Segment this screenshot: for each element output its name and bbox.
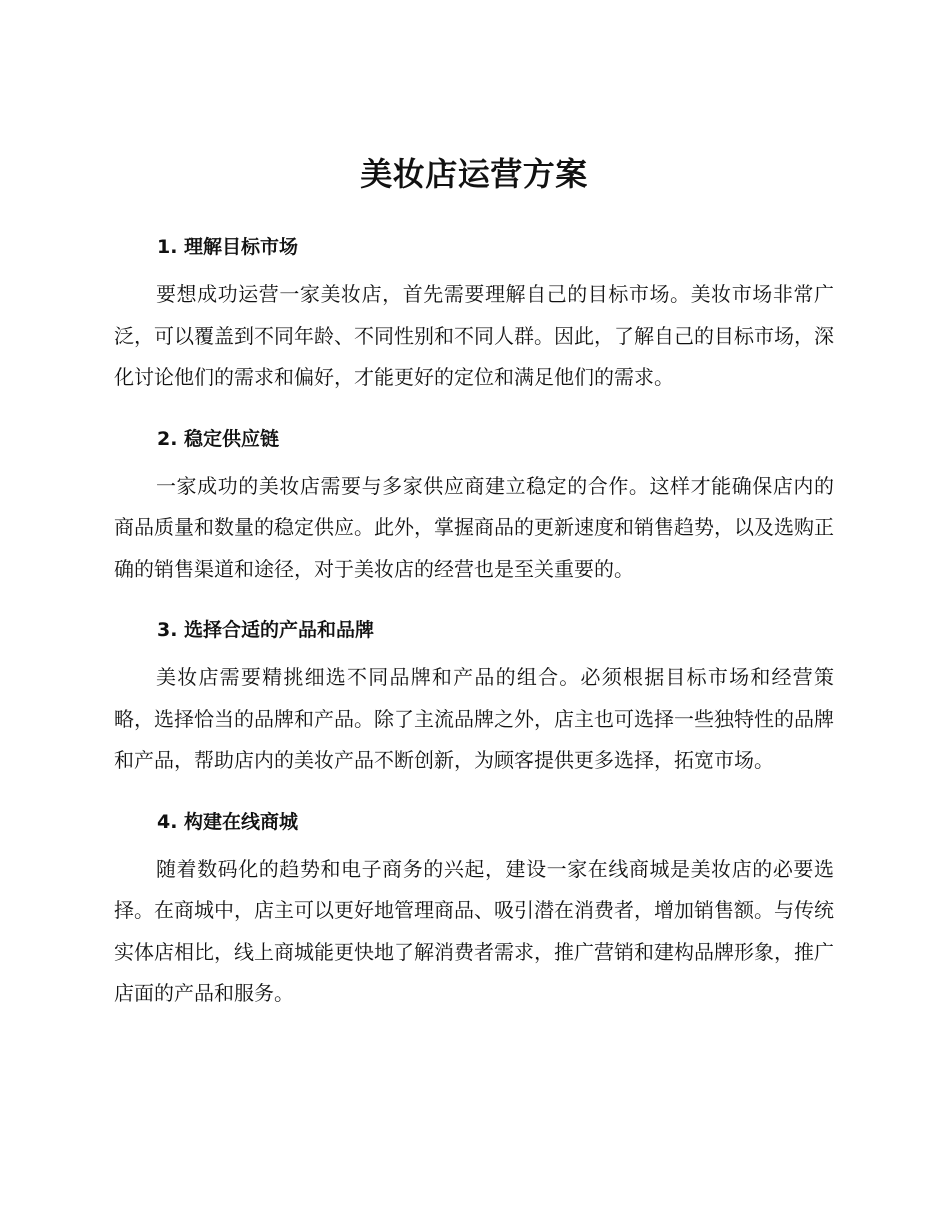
section-paragraph: 一家成功的美妆店需要与多家供应商建立稳定的合作。这样才能确保店内的商品质量和数量的稳定供应。此外，掌握商品的更新速度和销售趋势，以及选购正确的销售渠道和途径，对于美妆店的经营也是至关重要的。 (114, 473, 834, 581)
section-heading: 3. 选择合适的产品和品牌 (157, 619, 375, 641)
section-online-store (114, 804, 834, 1015)
section-paragraph: 要想成功运营一家美妆店，首先需要理解自己的目标市场。美妆市场非常广泛，可以覆盖到不同年龄、不同性别和不同人群。因此，了解自己的目标市场，深化讨论他们的需求和偏好，才能更好的定位和满足他们的需求。 (114, 282, 834, 389)
page-title: 美妆店运营方案 (360, 155, 588, 193)
section-paragraph: 随着数码化的趋势和电子商务的兴起，建设一家在线商城是美妆店的必要选择。在商城中，店主可以更好地管理商品、吸引潜在消费者，增加销售额。与传统实体店相比，线上商城能更快地了解消费者需求，推广营销和建构品牌形象，推广店面的产品和服务。 (114, 856, 834, 1005)
section-products-brands (114, 612, 834, 782)
section-paragraph: 美妆店需要精挑细选不同品牌和产品的组合。必须根据目标市场和经营策略，选择恰当的品牌和产品。除了主流品牌之外，店主也可选择一些独特性的品牌和产品，帮助店内的美妆产品不断创新，为顾客提供更多选择，拓宽市场。 (114, 665, 834, 772)
section-heading: 2. 稳定供应链 (157, 427, 280, 450)
section-target-market (114, 229, 834, 399)
section-heading: 1. 理解目标市场 (157, 236, 299, 258)
section-supply-chain (114, 421, 834, 591)
section-heading: 4. 构建在线商城 (157, 810, 299, 833)
document-page (114, 140, 834, 1037)
